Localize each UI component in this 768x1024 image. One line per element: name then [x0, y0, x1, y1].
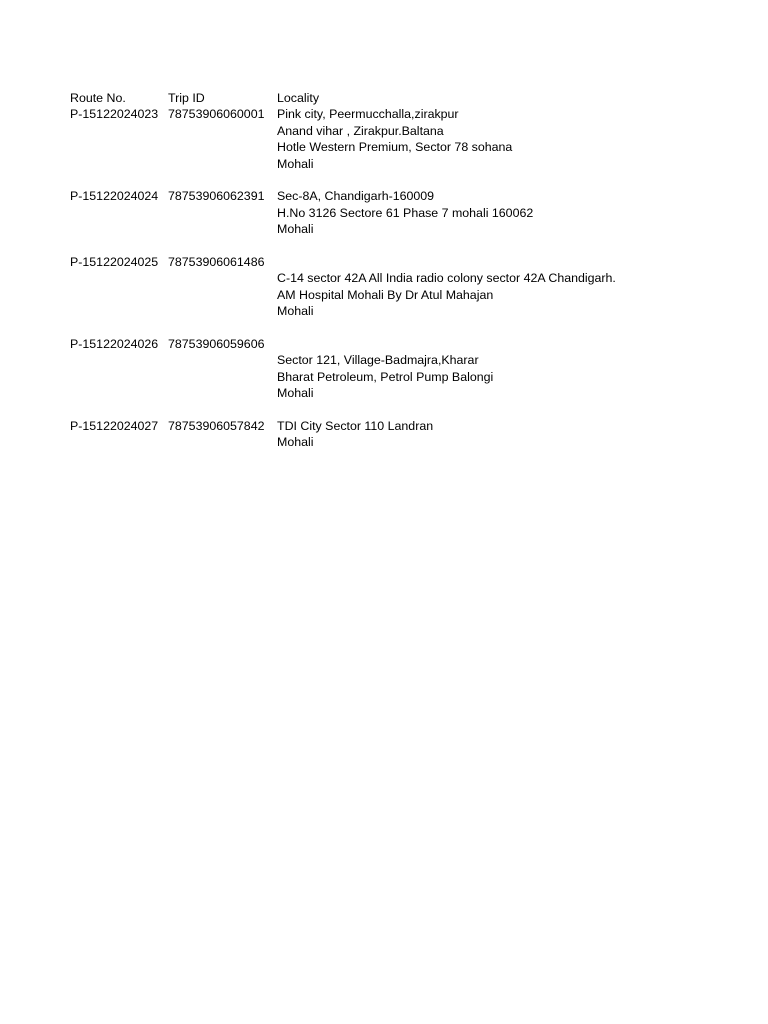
route-table: [70, 90, 710, 467]
locality-line: Mohali: [277, 156, 314, 171]
locality-line: Mohali: [277, 435, 314, 450]
trip-id-cell: 78753906059606: [168, 337, 265, 352]
trip-id-cell: 78753906057842: [168, 419, 265, 434]
locality-line: Mohali: [277, 222, 314, 237]
locality-line: Bharat Petroleum, Petrol Pump Balongi: [277, 369, 494, 384]
table-row: [70, 418, 710, 451]
locality-line: Mohali: [277, 304, 314, 319]
locality-line: Sec-8A, Chandigarh-160009: [277, 189, 435, 204]
route-no-cell: P-15122024025: [70, 255, 159, 270]
table-row: [70, 336, 710, 402]
locality-cell: [277, 188, 710, 237]
locality-line: [277, 254, 710, 270]
locality-line: TDI City Sector 110 Landran: [277, 419, 434, 434]
locality-cell: [277, 418, 710, 451]
table-row: [70, 106, 710, 172]
header-trip-id: Trip ID: [168, 91, 205, 105]
route-no-cell: P-15122024023: [70, 107, 159, 122]
table-row: [70, 188, 710, 237]
locality-line: H.No 3126 Sectore 61 Phase 7 mohali 160062: [277, 205, 534, 220]
route-no-cell: P-15122024027: [70, 419, 159, 434]
locality-cell: [277, 336, 710, 402]
locality-line: AM Hospital Mohali By Dr Atul Mahajan: [277, 287, 494, 302]
locality-cell: [277, 106, 710, 172]
locality-cell: [277, 254, 710, 320]
locality-line: Hotle Western Premium, Sector 78 sohana: [277, 140, 513, 155]
trip-id-cell: 78753906060001: [168, 107, 265, 122]
header-locality: Locality: [277, 91, 320, 105]
trip-id-cell: 78753906062391: [168, 189, 265, 204]
locality-line: C-14 sector 42A All India radio colony sector 42A Chandigarh.: [277, 271, 616, 286]
table-row: [70, 254, 710, 320]
route-no-cell: P-15122024026: [70, 337, 159, 352]
locality-line: Anand vihar , Zirakpur.Baltana: [277, 123, 444, 138]
route-no-cell: P-15122024024: [70, 189, 159, 204]
locality-line: Pink city, Peermucchalla,zirakpur: [277, 107, 459, 122]
header-route-no: Route No.: [70, 91, 126, 105]
locality-line: [277, 336, 710, 352]
locality-line: Mohali: [277, 386, 314, 401]
trip-id-cell: 78753906061486: [168, 255, 265, 270]
locality-line: Sector 121, Village-Badmajra,Kharar: [277, 353, 479, 368]
table-header-row: [70, 90, 710, 106]
